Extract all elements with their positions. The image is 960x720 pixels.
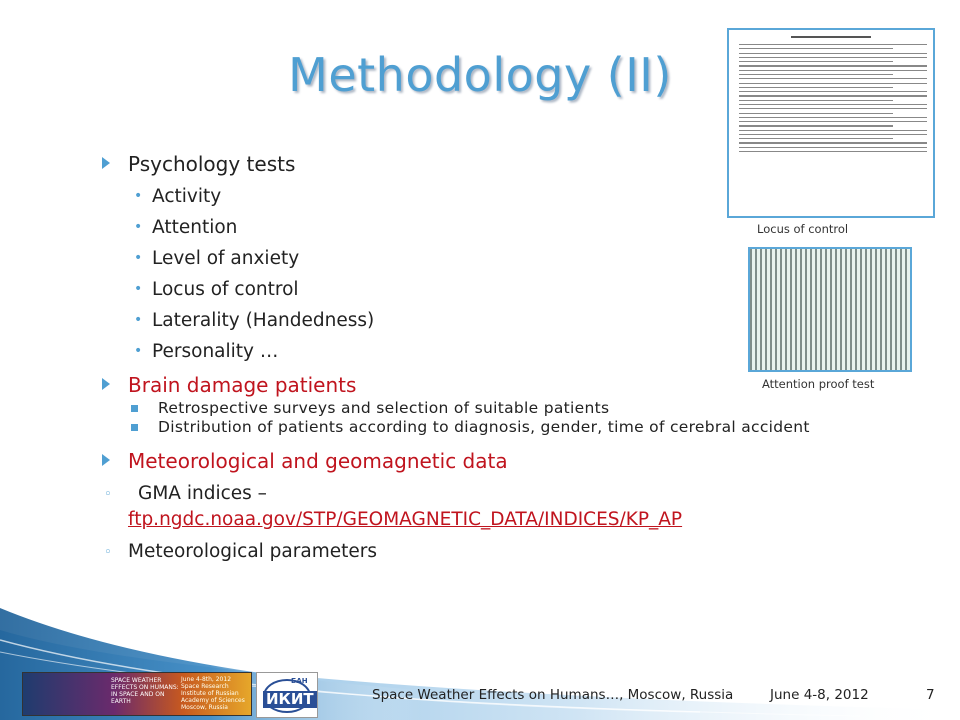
section-heading: Brain damage patients xyxy=(128,373,357,397)
ring-bullet-icon: ◦ xyxy=(104,487,112,502)
list-item-label: Personality … xyxy=(152,341,279,362)
footer-date: June 4-8, 2012 xyxy=(770,687,869,703)
ikit-logo-text: ИКИТ xyxy=(263,691,317,708)
locus-caption: Locus of control xyxy=(757,222,849,236)
list-item-label: Attention xyxy=(152,217,238,238)
list-item xyxy=(100,243,870,274)
list-item xyxy=(100,305,870,336)
footer-event: Space Weather Effects on Humans…, Moscow, Russia xyxy=(372,687,734,703)
dot-bullet-icon: • xyxy=(134,312,143,328)
square-bullet-icon xyxy=(131,424,138,431)
section-meteo-geomagnetic xyxy=(100,447,870,475)
ban-logo-text: БАН xyxy=(291,677,308,685)
content-body xyxy=(100,150,870,565)
list-item xyxy=(100,399,870,418)
triangle-bullet-icon xyxy=(102,454,110,466)
ikit-logo xyxy=(256,672,318,718)
gma-link[interactable]: ftp.ngdc.noaa.gov/STP/GEOMAGNETIC_DATA/INDICES/KP_AP xyxy=(128,509,683,530)
square-bullet-icon xyxy=(131,405,138,412)
list-item-meteo xyxy=(100,539,870,565)
list-item-label: Laterality (Handedness) xyxy=(152,310,375,331)
space-logo-text: SPACE WEATHER EFFECTS ON HUMANS: IN SPACE AND ON EARTH xyxy=(111,677,179,705)
list-item xyxy=(100,181,870,212)
list-item xyxy=(100,274,870,305)
list-item xyxy=(100,418,870,437)
section-psychology-tests xyxy=(100,150,870,178)
section-brain-damage xyxy=(100,371,870,399)
ring-bullet-icon: ◦ xyxy=(104,545,112,560)
section-heading: Psychology tests xyxy=(128,152,296,176)
dot-bullet-icon: • xyxy=(134,188,143,204)
triangle-bullet-icon xyxy=(102,157,110,169)
list-item-label: Locus of control xyxy=(152,279,299,300)
dot-bullet-icon: • xyxy=(134,250,143,266)
meteo-label: Meteorological parameters xyxy=(128,541,377,562)
triangle-bullet-icon xyxy=(102,378,110,390)
dot-bullet-icon: • xyxy=(134,219,143,235)
slide-title: Methodology (II) xyxy=(288,48,672,102)
list-item-label: Activity xyxy=(152,186,222,207)
list-item xyxy=(100,336,870,367)
list-item-label: Level of anxiety xyxy=(152,248,300,269)
attention-caption: Attention proof test xyxy=(762,377,875,391)
space-weather-conference-logo xyxy=(22,672,252,716)
list-item-label: Retrospective surveys and selection of suitable patients xyxy=(158,399,610,417)
gma-label: GMA indices – xyxy=(138,483,267,504)
page-number: 7 xyxy=(926,687,935,703)
list-item-gma xyxy=(100,481,870,533)
list-item xyxy=(100,212,870,243)
space-logo-sub: June 4-8th, 2012 Space Research Institute of Russian Academy of Sciences Moscow, Russia xyxy=(181,676,245,711)
dot-bullet-icon: • xyxy=(134,281,143,297)
dot-bullet-icon: • xyxy=(134,343,143,359)
list-item-label: Distribution of patients according to diagnosis, gender, time of cerebral accident xyxy=(158,418,810,436)
section-heading: Meteorological and geomagnetic data xyxy=(128,449,508,473)
